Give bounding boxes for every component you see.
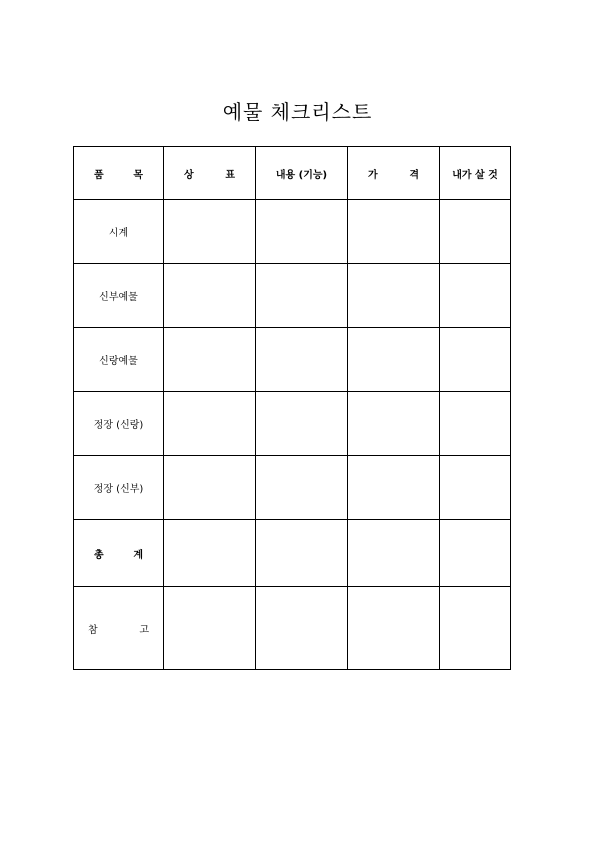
notes-row [74,587,511,670]
buyer-cell[interactable] [440,200,511,264]
brand-cell[interactable] [164,587,256,670]
content-cell[interactable] [256,200,348,264]
brand-cell[interactable] [164,392,256,456]
checklist-table [73,146,511,670]
content-cell[interactable] [256,392,348,456]
header-price: 가 격 [348,147,440,200]
total-label: 총 계 [74,520,164,587]
page-title: 예물 체크리스트 [222,100,373,124]
price-cell[interactable] [348,520,440,587]
price-cell[interactable] [348,587,440,670]
row-label: 신부예물 [74,264,164,328]
content-cell[interactable] [256,520,348,587]
brand-cell[interactable] [164,200,256,264]
table-row [74,328,511,392]
table-row [74,200,511,264]
header-buyer: 내가 살 것 [440,147,511,200]
table-row [74,392,511,456]
buyer-cell[interactable] [440,392,511,456]
header-item: 품 목 [74,147,164,200]
buyer-cell[interactable] [440,328,511,392]
buyer-cell[interactable] [440,587,511,670]
header-content: 내용 (기능) [256,147,348,200]
content-cell[interactable] [256,264,348,328]
buyer-cell[interactable] [440,456,511,520]
row-label: 정장 (신랑) [74,392,164,456]
content-cell[interactable] [256,587,348,670]
header-brand: 상 표 [164,147,256,200]
brand-cell[interactable] [164,456,256,520]
notes-label: 참 고 [74,587,164,670]
row-label: 시계 [74,200,164,264]
content-cell[interactable] [256,328,348,392]
content-cell[interactable] [256,456,348,520]
price-cell[interactable] [348,456,440,520]
price-cell[interactable] [348,392,440,456]
table-row [74,456,511,520]
row-label: 신랑예물 [74,328,164,392]
total-row [74,520,511,587]
price-cell[interactable] [348,264,440,328]
price-cell[interactable] [348,200,440,264]
table-row [74,264,511,328]
buyer-cell[interactable] [440,520,511,587]
price-cell[interactable] [348,328,440,392]
brand-cell[interactable] [164,328,256,392]
buyer-cell[interactable] [440,264,511,328]
row-label: 정장 (신부) [74,456,164,520]
brand-cell[interactable] [164,520,256,587]
brand-cell[interactable] [164,264,256,328]
header-row [74,147,511,200]
